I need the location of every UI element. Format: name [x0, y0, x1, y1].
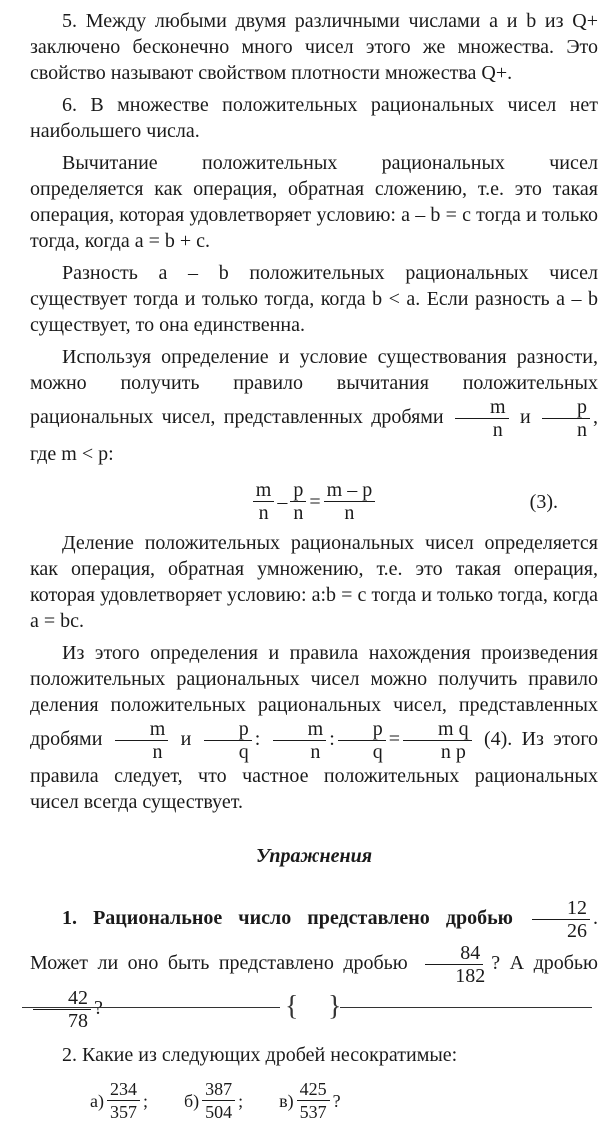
formula-frac-result: $\frac{m - p}{n}$ — [324, 479, 376, 524]
fraction-84-182: $\frac{84}{182}$ — [420, 942, 488, 987]
fraction-p-q: $\frac{p}{q}$ — [204, 718, 252, 763]
exercises-heading: Упражнения — [255, 845, 373, 867]
paragraph-division-rule — [30, 640, 598, 815]
formula4-result: $\frac{\text{m q}}{\text{n p}}$ — [403, 718, 472, 763]
choice-a-sep: ; — [142, 1090, 148, 1111]
formula-frac-2: $\frac{p}{n}$ — [290, 479, 306, 524]
paragraph-difference: Разность a – b положительных рациональных чисел существует тогда и только тогда, когда b < a. Если разность a – b существует, то она единственна. — [30, 262, 598, 336]
paragraph-5: 5. Между любыми двумя различными числами a и b из Q+ заключено бесконечно много чисел этого же множества. Это свойство называют свойством плотности множества Q+. — [30, 10, 598, 84]
exercise-1-end: ? — [94, 997, 103, 1020]
formula4-frac-2: $\frac{p}{q}$ — [338, 718, 386, 763]
division-rule-text: Из этого определения и правила нахождения произведения положительных рациональных чисел можно получить правило деления положительных рациональных чисел, представленных дробями — [30, 642, 598, 751]
fraction-m-n: $\frac{m}{n}$ — [455, 396, 509, 441]
paragraph-subtraction-def: Вычитание положительных рациональных чисел определяется как операция, обратная сложению, т.е. это такая операция, которая удовлетворяет условию: a – b = c тогда и только тогда, когда a = b + c. — [30, 152, 598, 252]
paragraph-subtraction-rule — [30, 344, 598, 467]
formula4-frac-1: $\frac{m}{n}$ — [273, 718, 327, 763]
choice-c-sep: ? — [332, 1090, 341, 1111]
rule-tail: , где m < p: — [30, 406, 599, 465]
equals-sign-2: = — [388, 728, 401, 751]
fraction-m-n-2: $\frac{m}{n}$ — [115, 718, 169, 763]
page-footer — [0, 991, 607, 1025]
choice-b-label: б) — [184, 1090, 200, 1111]
footer-rule-left — [22, 1007, 280, 1008]
fraction-387-504: $\frac{387}{504}$ — [202, 1078, 235, 1123]
choice-a — [90, 1078, 148, 1123]
paragraph-6: 6. В множестве положительных рациональных чисел нет наибольшего числа. — [30, 94, 598, 142]
page-content — [30, 8, 598, 1123]
footer-rule-right — [340, 1007, 592, 1008]
equation-label-4: (4). — [483, 728, 513, 751]
choice-b — [184, 1078, 243, 1123]
division-rule-tail: Из этого правила следует, что частное положительных рациональных чисел всегда существует. — [30, 728, 599, 813]
formula-frac-1: $\frac{m}{n}$ — [253, 479, 275, 524]
conj-and: и — [519, 406, 531, 429]
fraction-425-537: $\frac{425}{537}$ — [297, 1078, 330, 1123]
choice-a-label: а) — [90, 1090, 104, 1111]
conj-and-2: и — [180, 728, 192, 751]
exercise-1-text: 1. Рациональное число представлено дробью — [62, 907, 513, 930]
equals-sign: = — [309, 490, 321, 513]
choice-c-label: в) — [279, 1090, 294, 1111]
colon-2: : — [329, 728, 335, 751]
exercise-1-text-3: ? А дробью — [491, 952, 598, 975]
fraction-42-78: $\frac{42}{78}$ — [33, 987, 91, 1032]
fraction-12-26: $\frac{12}{26}$ — [532, 897, 590, 942]
choice-b-sep: ; — [238, 1090, 244, 1111]
paragraph-division-def: Деление положительных рациональных чисел определяется как операция, обратная умножению, т.е. это такая операция, которая удовлетворяет условию: a:b = c тогда и только тогда, когда a = bc. — [30, 532, 598, 632]
rule-text: Используя определение и условие существования разности, можно получить правило вычитания положительных рациональных чисел, представленных дробями — [30, 346, 598, 429]
exercise-1-text-2: . Может ли оно быть представлено дробью — [30, 907, 599, 975]
minus-sign: – — [277, 490, 288, 513]
right-brace-icon: } — [328, 991, 342, 1022]
colon: : — [254, 728, 261, 751]
exercise-2: 2. Какие из следующих дробей несократимые: — [62, 1044, 458, 1066]
left-brace-icon: { — [285, 991, 299, 1022]
formula-3 — [30, 479, 598, 524]
fraction-234-357: $\frac{234}{357}$ — [107, 1078, 140, 1123]
equation-label-3: (3). — [529, 490, 558, 513]
exercise-2-choices — [90, 1078, 598, 1123]
fraction-p-n: $\frac{p}{n}$ — [542, 396, 590, 441]
choice-c — [279, 1078, 341, 1123]
